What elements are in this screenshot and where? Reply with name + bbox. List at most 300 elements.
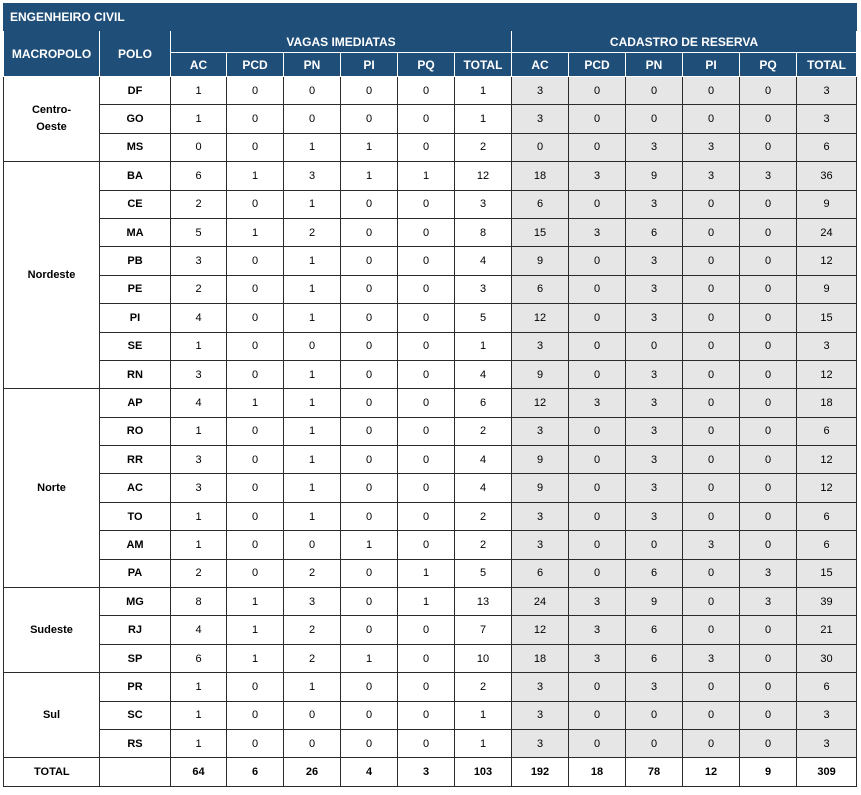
reserva-value-cell: 3 bbox=[740, 588, 797, 616]
table-row bbox=[4, 105, 857, 133]
reserva-value-cell: 0 bbox=[569, 701, 626, 729]
polo-cell: AP bbox=[100, 389, 171, 417]
vagas-value-cell: 2 bbox=[284, 218, 341, 246]
reserva-value-cell: 0 bbox=[740, 531, 797, 559]
vagas-value-cell: 0 bbox=[227, 190, 284, 218]
reserva-value-cell: 0 bbox=[569, 502, 626, 530]
vagas-value-cell: 1 bbox=[284, 502, 341, 530]
reserva-value-cell: 0 bbox=[626, 729, 683, 757]
vagas-value-cell: 0 bbox=[398, 190, 455, 218]
vagas-value-cell: 1 bbox=[171, 417, 227, 445]
reserva-value-cell: 3 bbox=[797, 77, 857, 105]
table-row bbox=[4, 729, 857, 757]
vagas-value-cell: 0 bbox=[341, 588, 398, 616]
vagas-value-cell: 0 bbox=[284, 531, 341, 559]
vagas-value-cell: 1 bbox=[171, 531, 227, 559]
vagas-value-cell: 0 bbox=[284, 729, 341, 757]
vagas-value-cell: 6 bbox=[171, 644, 227, 672]
header-cadastro-reserva: CADASTRO DE RESERVA bbox=[512, 31, 857, 53]
vagas-value-cell: 0 bbox=[227, 360, 284, 388]
polo-cell: BA bbox=[100, 162, 171, 190]
polo-cell: GO bbox=[100, 105, 171, 133]
vagas-value-cell: 0 bbox=[398, 474, 455, 502]
table-row bbox=[4, 190, 857, 218]
vagas-value-cell: 8 bbox=[455, 218, 512, 246]
reserva-value-cell: 0 bbox=[569, 417, 626, 445]
reserva-value-cell: 3 bbox=[512, 417, 569, 445]
reserva-value-cell: 0 bbox=[569, 673, 626, 701]
vagas-value-cell: 10 bbox=[455, 644, 512, 672]
table-row bbox=[4, 588, 857, 616]
macropolo-cell: Nordeste bbox=[4, 162, 100, 389]
vagas-value-cell: 6 bbox=[455, 389, 512, 417]
reserva-value-cell: 0 bbox=[569, 77, 626, 105]
header-reserva-col-5: TOTAL bbox=[797, 53, 857, 77]
vagas-value-cell: 0 bbox=[227, 133, 284, 161]
vagas-value-cell: 0 bbox=[398, 360, 455, 388]
reserva-value-cell: 3 bbox=[512, 105, 569, 133]
reserva-value-cell: 18 bbox=[512, 162, 569, 190]
reserva-value-cell: 0 bbox=[626, 531, 683, 559]
reserva-value-cell: 9 bbox=[797, 275, 857, 303]
table-row bbox=[4, 559, 857, 587]
reserva-value-cell: 0 bbox=[683, 77, 740, 105]
total-reserva-cell: 9 bbox=[740, 758, 797, 787]
reserva-value-cell: 9 bbox=[512, 247, 569, 275]
polo-cell: SE bbox=[100, 332, 171, 360]
total-reserva-cell: 18 bbox=[569, 758, 626, 787]
table-row bbox=[4, 417, 857, 445]
reserva-value-cell: 0 bbox=[683, 360, 740, 388]
polo-cell: PR bbox=[100, 673, 171, 701]
vagas-value-cell: 1 bbox=[171, 701, 227, 729]
vagas-value-cell: 0 bbox=[341, 304, 398, 332]
vagas-value-cell: 0 bbox=[341, 360, 398, 388]
vagas-value-cell: 1 bbox=[171, 105, 227, 133]
reserva-value-cell: 0 bbox=[740, 673, 797, 701]
vagas-value-cell: 0 bbox=[398, 77, 455, 105]
reserva-value-cell: 3 bbox=[683, 133, 740, 161]
vagas-value-cell: 1 bbox=[341, 644, 398, 672]
reserva-value-cell: 0 bbox=[569, 531, 626, 559]
vagas-value-cell: 5 bbox=[455, 559, 512, 587]
reserva-value-cell: 0 bbox=[740, 446, 797, 474]
vagas-value-cell: 2 bbox=[455, 673, 512, 701]
vagas-value-cell: 0 bbox=[341, 446, 398, 474]
reserva-value-cell: 15 bbox=[512, 218, 569, 246]
total-reserva-cell: 309 bbox=[797, 758, 857, 787]
reserva-value-cell: 0 bbox=[740, 105, 797, 133]
reserva-value-cell: 18 bbox=[512, 644, 569, 672]
reserva-value-cell: 24 bbox=[797, 218, 857, 246]
reserva-value-cell: 0 bbox=[683, 446, 740, 474]
reserva-value-cell: 3 bbox=[626, 446, 683, 474]
vagas-value-cell: 0 bbox=[341, 275, 398, 303]
reserva-value-cell: 0 bbox=[740, 616, 797, 644]
reserva-value-cell: 3 bbox=[569, 162, 626, 190]
reserva-value-cell: 6 bbox=[797, 673, 857, 701]
reserva-value-cell: 9 bbox=[512, 474, 569, 502]
vagas-value-cell: 0 bbox=[341, 701, 398, 729]
vagas-value-cell: 0 bbox=[341, 190, 398, 218]
reserva-value-cell: 3 bbox=[626, 673, 683, 701]
reserva-value-cell: 3 bbox=[512, 701, 569, 729]
header-vagas-col-3: PI bbox=[341, 53, 398, 77]
reserva-value-cell: 0 bbox=[683, 218, 740, 246]
macropolo-cell: Sudeste bbox=[4, 588, 100, 673]
total-reserva-cell: 192 bbox=[512, 758, 569, 787]
reserva-value-cell: 0 bbox=[740, 275, 797, 303]
reserva-value-cell: 0 bbox=[683, 616, 740, 644]
reserva-value-cell: 0 bbox=[569, 190, 626, 218]
reserva-value-cell: 3 bbox=[626, 474, 683, 502]
table-row bbox=[4, 133, 857, 161]
vagas-value-cell: 0 bbox=[341, 616, 398, 644]
vagas-value-cell: 0 bbox=[227, 304, 284, 332]
vagas-value-cell: 0 bbox=[398, 673, 455, 701]
vagas-value-cell: 0 bbox=[341, 673, 398, 701]
reserva-value-cell: 3 bbox=[569, 616, 626, 644]
vagas-value-cell: 0 bbox=[284, 105, 341, 133]
vagas-value-cell: 0 bbox=[398, 247, 455, 275]
vagas-value-cell: 0 bbox=[398, 105, 455, 133]
vagas-value-cell: 1 bbox=[284, 190, 341, 218]
vagas-value-cell: 0 bbox=[398, 531, 455, 559]
reserva-value-cell: 6 bbox=[626, 559, 683, 587]
reserva-value-cell: 0 bbox=[569, 332, 626, 360]
reserva-value-cell: 0 bbox=[569, 105, 626, 133]
table-row bbox=[4, 446, 857, 474]
vagas-value-cell: 3 bbox=[284, 588, 341, 616]
total-vagas-cell: 6 bbox=[227, 758, 284, 787]
reserva-value-cell: 0 bbox=[683, 105, 740, 133]
reserva-value-cell: 0 bbox=[740, 247, 797, 275]
reserva-value-cell: 0 bbox=[626, 77, 683, 105]
reserva-value-cell: 6 bbox=[626, 616, 683, 644]
total-vagas-cell: 26 bbox=[284, 758, 341, 787]
vagas-value-cell: 3 bbox=[284, 162, 341, 190]
reserva-value-cell: 0 bbox=[683, 275, 740, 303]
reserva-value-cell: 6 bbox=[512, 275, 569, 303]
reserva-value-cell: 0 bbox=[512, 133, 569, 161]
vagas-value-cell: 0 bbox=[227, 559, 284, 587]
reserva-value-cell: 6 bbox=[626, 644, 683, 672]
table-row bbox=[4, 275, 857, 303]
table-row bbox=[4, 389, 857, 417]
header-vagas-col-2: PN bbox=[284, 53, 341, 77]
header-reserva-col-0: AC bbox=[512, 53, 569, 77]
vagas-value-cell: 1 bbox=[171, 673, 227, 701]
reserva-value-cell: 3 bbox=[512, 673, 569, 701]
vagas-value-cell: 1 bbox=[398, 588, 455, 616]
vagas-value-cell: 1 bbox=[341, 531, 398, 559]
reserva-value-cell: 0 bbox=[683, 417, 740, 445]
polo-cell: RO bbox=[100, 417, 171, 445]
vagas-value-cell: 1 bbox=[284, 247, 341, 275]
vagas-value-cell: 0 bbox=[398, 304, 455, 332]
reserva-value-cell: 9 bbox=[512, 360, 569, 388]
reserva-value-cell: 12 bbox=[797, 474, 857, 502]
table-row bbox=[4, 218, 857, 246]
table-row bbox=[4, 701, 857, 729]
polo-cell: PE bbox=[100, 275, 171, 303]
reserva-value-cell: 9 bbox=[512, 446, 569, 474]
vagas-value-cell: 1 bbox=[284, 673, 341, 701]
vagas-value-cell: 4 bbox=[455, 360, 512, 388]
total-vagas-cell: 4 bbox=[341, 758, 398, 787]
total-vagas-cell: 64 bbox=[171, 758, 227, 787]
reserva-value-cell: 3 bbox=[626, 389, 683, 417]
vagas-value-cell: 1 bbox=[284, 474, 341, 502]
vagas-value-cell: 0 bbox=[398, 502, 455, 530]
total-reserva-cell: 12 bbox=[683, 758, 740, 787]
vagas-value-cell: 1 bbox=[284, 417, 341, 445]
reserva-value-cell: 0 bbox=[740, 729, 797, 757]
reserva-value-cell: 0 bbox=[683, 701, 740, 729]
vagas-value-cell: 2 bbox=[171, 559, 227, 587]
vagas-value-cell: 0 bbox=[227, 417, 284, 445]
vagas-value-cell: 0 bbox=[398, 417, 455, 445]
total-vagas-cell: 103 bbox=[455, 758, 512, 787]
vagas-value-cell: 3 bbox=[455, 190, 512, 218]
vagas-value-cell: 1 bbox=[284, 360, 341, 388]
reserva-value-cell: 3 bbox=[626, 133, 683, 161]
reserva-value-cell: 0 bbox=[740, 474, 797, 502]
reserva-value-cell: 3 bbox=[626, 502, 683, 530]
vagas-value-cell: 1 bbox=[227, 162, 284, 190]
reserva-value-cell: 12 bbox=[797, 247, 857, 275]
polo-cell: SC bbox=[100, 701, 171, 729]
polo-cell: MG bbox=[100, 588, 171, 616]
vagas-value-cell: 3 bbox=[171, 446, 227, 474]
reserva-value-cell: 6 bbox=[797, 133, 857, 161]
vagas-value-cell: 0 bbox=[341, 218, 398, 246]
polo-cell: SP bbox=[100, 644, 171, 672]
reserva-value-cell: 0 bbox=[683, 559, 740, 587]
vagas-value-cell: 0 bbox=[398, 332, 455, 360]
polo-cell: PI bbox=[100, 304, 171, 332]
vagas-value-cell: 0 bbox=[284, 77, 341, 105]
vagas-value-cell: 1 bbox=[171, 502, 227, 530]
vagas-value-cell: 4 bbox=[455, 446, 512, 474]
vagas-value-cell: 0 bbox=[227, 531, 284, 559]
vagas-value-cell: 0 bbox=[341, 474, 398, 502]
vagas-value-cell: 1 bbox=[341, 162, 398, 190]
vagas-value-cell: 0 bbox=[398, 729, 455, 757]
reserva-value-cell: 3 bbox=[740, 559, 797, 587]
reserva-value-cell: 0 bbox=[569, 474, 626, 502]
vagas-value-cell: 1 bbox=[341, 133, 398, 161]
reserva-value-cell: 0 bbox=[626, 332, 683, 360]
table-row bbox=[4, 673, 857, 701]
total-vagas-cell: 3 bbox=[398, 758, 455, 787]
reserva-value-cell: 3 bbox=[740, 162, 797, 190]
table-row bbox=[4, 360, 857, 388]
total-polo-empty bbox=[100, 758, 171, 787]
reserva-value-cell: 0 bbox=[683, 502, 740, 530]
vagas-value-cell: 2 bbox=[455, 502, 512, 530]
reserva-value-cell: 12 bbox=[512, 389, 569, 417]
reserva-value-cell: 6 bbox=[512, 190, 569, 218]
vagas-value-cell: 1 bbox=[284, 275, 341, 303]
vagas-value-cell: 0 bbox=[341, 332, 398, 360]
vagas-value-cell: 1 bbox=[227, 218, 284, 246]
total-row bbox=[4, 758, 857, 787]
reserva-value-cell: 0 bbox=[569, 247, 626, 275]
reserva-value-cell: 0 bbox=[740, 190, 797, 218]
vagas-value-cell: 5 bbox=[455, 304, 512, 332]
header-vagas-col-1: PCD bbox=[227, 53, 284, 77]
reserva-value-cell: 15 bbox=[797, 559, 857, 587]
table-row bbox=[4, 531, 857, 559]
macropolo-cell: Centro- Oeste bbox=[4, 77, 100, 162]
vagas-value-cell: 1 bbox=[227, 389, 284, 417]
vagas-value-cell: 0 bbox=[398, 446, 455, 474]
header-reserva-col-2: PN bbox=[626, 53, 683, 77]
vagas-value-cell: 0 bbox=[341, 389, 398, 417]
vagas-value-cell: 1 bbox=[455, 701, 512, 729]
reserva-value-cell: 0 bbox=[740, 389, 797, 417]
vagas-value-cell: 4 bbox=[171, 304, 227, 332]
polo-cell: DF bbox=[100, 77, 171, 105]
table-row bbox=[4, 304, 857, 332]
vagas-value-cell: 0 bbox=[171, 133, 227, 161]
table-row bbox=[4, 502, 857, 530]
reserva-value-cell: 12 bbox=[797, 360, 857, 388]
reserva-value-cell: 0 bbox=[569, 559, 626, 587]
reserva-value-cell: 24 bbox=[512, 588, 569, 616]
vagas-value-cell: 0 bbox=[341, 417, 398, 445]
reserva-value-cell: 0 bbox=[683, 474, 740, 502]
macropolo-cell: Norte bbox=[4, 389, 100, 588]
vagas-value-cell: 0 bbox=[341, 729, 398, 757]
reserva-value-cell: 0 bbox=[683, 389, 740, 417]
polo-cell: AC bbox=[100, 474, 171, 502]
reserva-value-cell: 3 bbox=[797, 105, 857, 133]
reserva-value-cell: 9 bbox=[626, 588, 683, 616]
vagas-value-cell: 5 bbox=[171, 218, 227, 246]
vagas-value-cell: 1 bbox=[398, 162, 455, 190]
table-row bbox=[4, 332, 857, 360]
reserva-value-cell: 39 bbox=[797, 588, 857, 616]
vagas-value-cell: 0 bbox=[227, 502, 284, 530]
reserva-value-cell: 0 bbox=[683, 729, 740, 757]
vagas-value-cell: 0 bbox=[341, 247, 398, 275]
vagas-value-cell: 1 bbox=[171, 77, 227, 105]
reserva-value-cell: 3 bbox=[512, 729, 569, 757]
reserva-value-cell: 6 bbox=[797, 531, 857, 559]
reserva-value-cell: 12 bbox=[797, 446, 857, 474]
reserva-value-cell: 0 bbox=[626, 701, 683, 729]
reserva-value-cell: 3 bbox=[512, 332, 569, 360]
reserva-value-cell: 36 bbox=[797, 162, 857, 190]
reserva-value-cell: 0 bbox=[740, 133, 797, 161]
vagas-value-cell: 0 bbox=[227, 701, 284, 729]
reserva-value-cell: 3 bbox=[626, 304, 683, 332]
vagas-value-cell: 6 bbox=[171, 162, 227, 190]
header-macropolo: MACROPOLO bbox=[4, 31, 100, 77]
reserva-value-cell: 0 bbox=[740, 360, 797, 388]
vagas-value-cell: 1 bbox=[227, 644, 284, 672]
reserva-value-cell: 3 bbox=[626, 247, 683, 275]
vagas-value-cell: 0 bbox=[398, 644, 455, 672]
header-vagas-col-0: AC bbox=[171, 53, 227, 77]
vagas-value-cell: 4 bbox=[171, 389, 227, 417]
reserva-value-cell: 0 bbox=[740, 417, 797, 445]
table-body bbox=[4, 77, 857, 758]
header-reserva-col-3: PI bbox=[683, 53, 740, 77]
vagas-value-cell: 3 bbox=[171, 474, 227, 502]
reserva-value-cell: 12 bbox=[512, 616, 569, 644]
reserva-value-cell: 0 bbox=[683, 190, 740, 218]
header-reserva-col-4: PQ bbox=[740, 53, 797, 77]
reserva-value-cell: 3 bbox=[626, 360, 683, 388]
vagas-value-cell: 0 bbox=[227, 474, 284, 502]
vagas-value-cell: 4 bbox=[171, 616, 227, 644]
reserva-value-cell: 0 bbox=[740, 304, 797, 332]
reserva-value-cell: 0 bbox=[683, 588, 740, 616]
vagas-value-cell: 8 bbox=[171, 588, 227, 616]
vagas-value-cell: 0 bbox=[227, 446, 284, 474]
vagas-value-cell: 0 bbox=[398, 133, 455, 161]
vagas-value-cell: 1 bbox=[455, 729, 512, 757]
reserva-value-cell: 0 bbox=[569, 133, 626, 161]
vagas-value-cell: 1 bbox=[171, 332, 227, 360]
reserva-value-cell: 0 bbox=[626, 105, 683, 133]
vagas-value-cell: 0 bbox=[227, 332, 284, 360]
reserva-value-cell: 3 bbox=[512, 502, 569, 530]
vagas-value-cell: 0 bbox=[398, 218, 455, 246]
vagas-value-cell: 3 bbox=[171, 247, 227, 275]
polo-cell: RJ bbox=[100, 616, 171, 644]
vagas-value-cell: 0 bbox=[398, 701, 455, 729]
vagas-value-cell: 2 bbox=[171, 275, 227, 303]
vagas-value-cell: 4 bbox=[455, 474, 512, 502]
reserva-value-cell: 0 bbox=[740, 218, 797, 246]
table-title: ENGENHEIRO CIVIL bbox=[4, 4, 857, 31]
vagas-value-cell: 1 bbox=[227, 616, 284, 644]
reserva-value-cell: 0 bbox=[740, 77, 797, 105]
polo-cell: RN bbox=[100, 360, 171, 388]
reserva-value-cell: 0 bbox=[683, 304, 740, 332]
reserva-value-cell: 6 bbox=[626, 218, 683, 246]
vagas-value-cell: 2 bbox=[284, 616, 341, 644]
vagas-value-cell: 0 bbox=[341, 559, 398, 587]
reserva-value-cell: 0 bbox=[569, 275, 626, 303]
vagas-value-cell: 1 bbox=[171, 729, 227, 757]
vagas-value-cell: 2 bbox=[284, 644, 341, 672]
table-row bbox=[4, 644, 857, 672]
reserva-value-cell: 0 bbox=[683, 673, 740, 701]
reserva-value-cell: 0 bbox=[569, 360, 626, 388]
header-vagas-col-5: TOTAL bbox=[455, 53, 512, 77]
polo-cell: PB bbox=[100, 247, 171, 275]
vagas-value-cell: 2 bbox=[284, 559, 341, 587]
reserva-value-cell: 0 bbox=[740, 332, 797, 360]
vagas-value-cell: 0 bbox=[227, 105, 284, 133]
vagas-value-cell: 0 bbox=[398, 616, 455, 644]
macropolo-cell: Sul bbox=[4, 673, 100, 758]
vagas-value-cell: 1 bbox=[284, 133, 341, 161]
reserva-value-cell: 12 bbox=[512, 304, 569, 332]
vagas-value-cell: 3 bbox=[171, 360, 227, 388]
table-row bbox=[4, 474, 857, 502]
reserva-value-cell: 3 bbox=[512, 531, 569, 559]
vacancy-table bbox=[3, 3, 857, 787]
polo-cell: MA bbox=[100, 218, 171, 246]
reserva-value-cell: 0 bbox=[740, 701, 797, 729]
reserva-value-cell: 3 bbox=[683, 644, 740, 672]
